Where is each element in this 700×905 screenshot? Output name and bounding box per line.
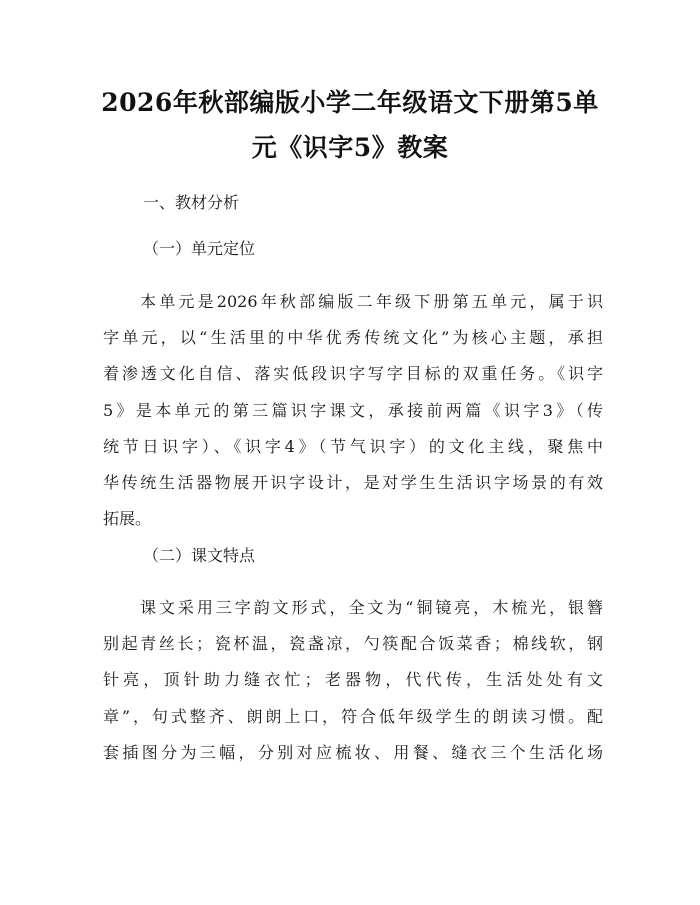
paragraph-line: 套插图分为三幅，分别对应梳妆、用餐、缝衣三个生活化场 xyxy=(103,742,603,762)
paragraph-line: 华传统生活器物展开识字设计，是对学生生活识字场景的有效 xyxy=(103,472,603,492)
subsection-heading-text-features: （二）课文特点 xyxy=(143,546,256,565)
paragraph-line: 本单元是2026年秋部编版二年级下册第五单元，属于识 xyxy=(140,292,603,311)
subsection-heading-unit-position: （一）单元定位 xyxy=(143,239,256,258)
paragraph-unit-position xyxy=(103,284,603,537)
paragraph-line: 字单元，以“生活里的中华优秀传统文化”为核心主题，承担 xyxy=(103,328,603,348)
paragraph-line: 着渗透文化自信、落实低段识字写字目标的双重任务。《识字 xyxy=(103,364,603,384)
paragraph-line: 统节日识字）、《识字4》（节气识字）的文化主线，聚焦中 xyxy=(103,436,603,456)
paragraph-line: 章”，句式整齐、朗朗上口，符合低年级学生的朗读习惯。配 xyxy=(103,706,603,726)
paragraph-line: 5》是本单元的第三篇识字课文，承接前两篇《识字3》（传 xyxy=(103,400,603,420)
paragraph-line: 课文采用三字韵文形式，全文为“铜镜亮，木梳光，银簪 xyxy=(140,598,603,617)
paragraph-line: 针亮，顶针助力缝衣忙；老器物，代代传，生活处处有文 xyxy=(103,670,603,690)
paragraph-text-features xyxy=(103,590,603,771)
paragraph-line: 拓展。 xyxy=(103,509,152,529)
document-title-line-1: 2026年秋部编版小学二年级语文下册第5单 xyxy=(101,88,599,117)
document-title-line-2: 元《识字5》教案 xyxy=(251,133,449,162)
section-heading-analysis: 一、教材分析 xyxy=(143,193,240,212)
paragraph-line: 别起青丝长；瓷杯温，瓷盏凉，勺筷配合饭菜香；棉线软，钢 xyxy=(103,634,603,654)
